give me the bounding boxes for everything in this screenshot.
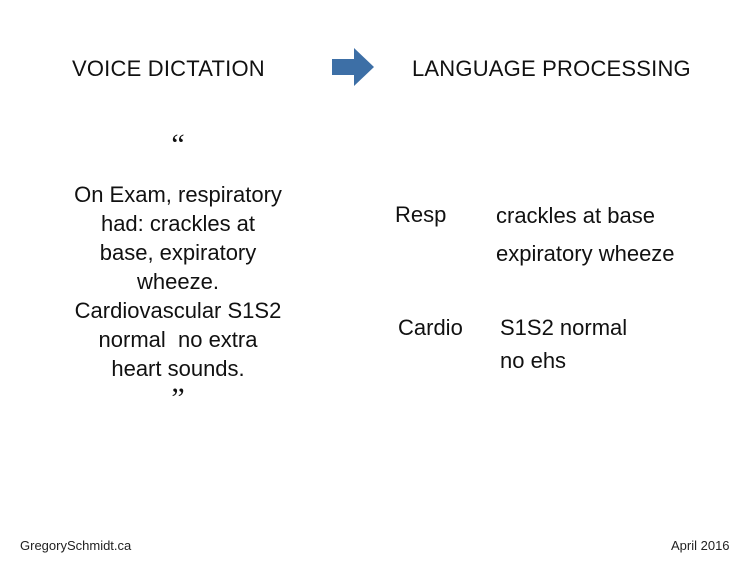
open-quote-mark: “ (171, 128, 185, 161)
dictation-line: had: crackles at (100, 211, 256, 236)
dictation-line: base, expiratory (99, 240, 257, 265)
cardio-finding: S1S2 normal (500, 315, 628, 340)
arrow-shape (332, 48, 374, 86)
dictation-line: normal no extra (98, 327, 258, 352)
language-processing-heading: LANGUAGE PROCESSING (412, 56, 691, 81)
dictation-line: heart sounds. (111, 356, 245, 381)
close-quote-mark: ” (171, 382, 185, 415)
resp-finding: expiratory wheeze (496, 241, 675, 266)
cardio-label: Cardio (398, 315, 463, 340)
voice-dictation-heading: VOICE DICTATION (72, 56, 265, 81)
resp-finding: crackles at base (496, 203, 655, 228)
right-arrow-icon (332, 48, 374, 86)
dictation-line: On Exam, respiratory (74, 182, 282, 207)
dictation-text (40, 180, 316, 383)
resp-label: Resp (395, 202, 447, 227)
dictation-line: Cardiovascular S1S2 (74, 298, 282, 323)
footer-date: April 2016 (671, 538, 730, 553)
dictation-line: wheeze. (137, 269, 219, 294)
footer-website: GregorySchmidt.ca (20, 538, 132, 553)
cardio-finding: no ehs (500, 348, 567, 373)
